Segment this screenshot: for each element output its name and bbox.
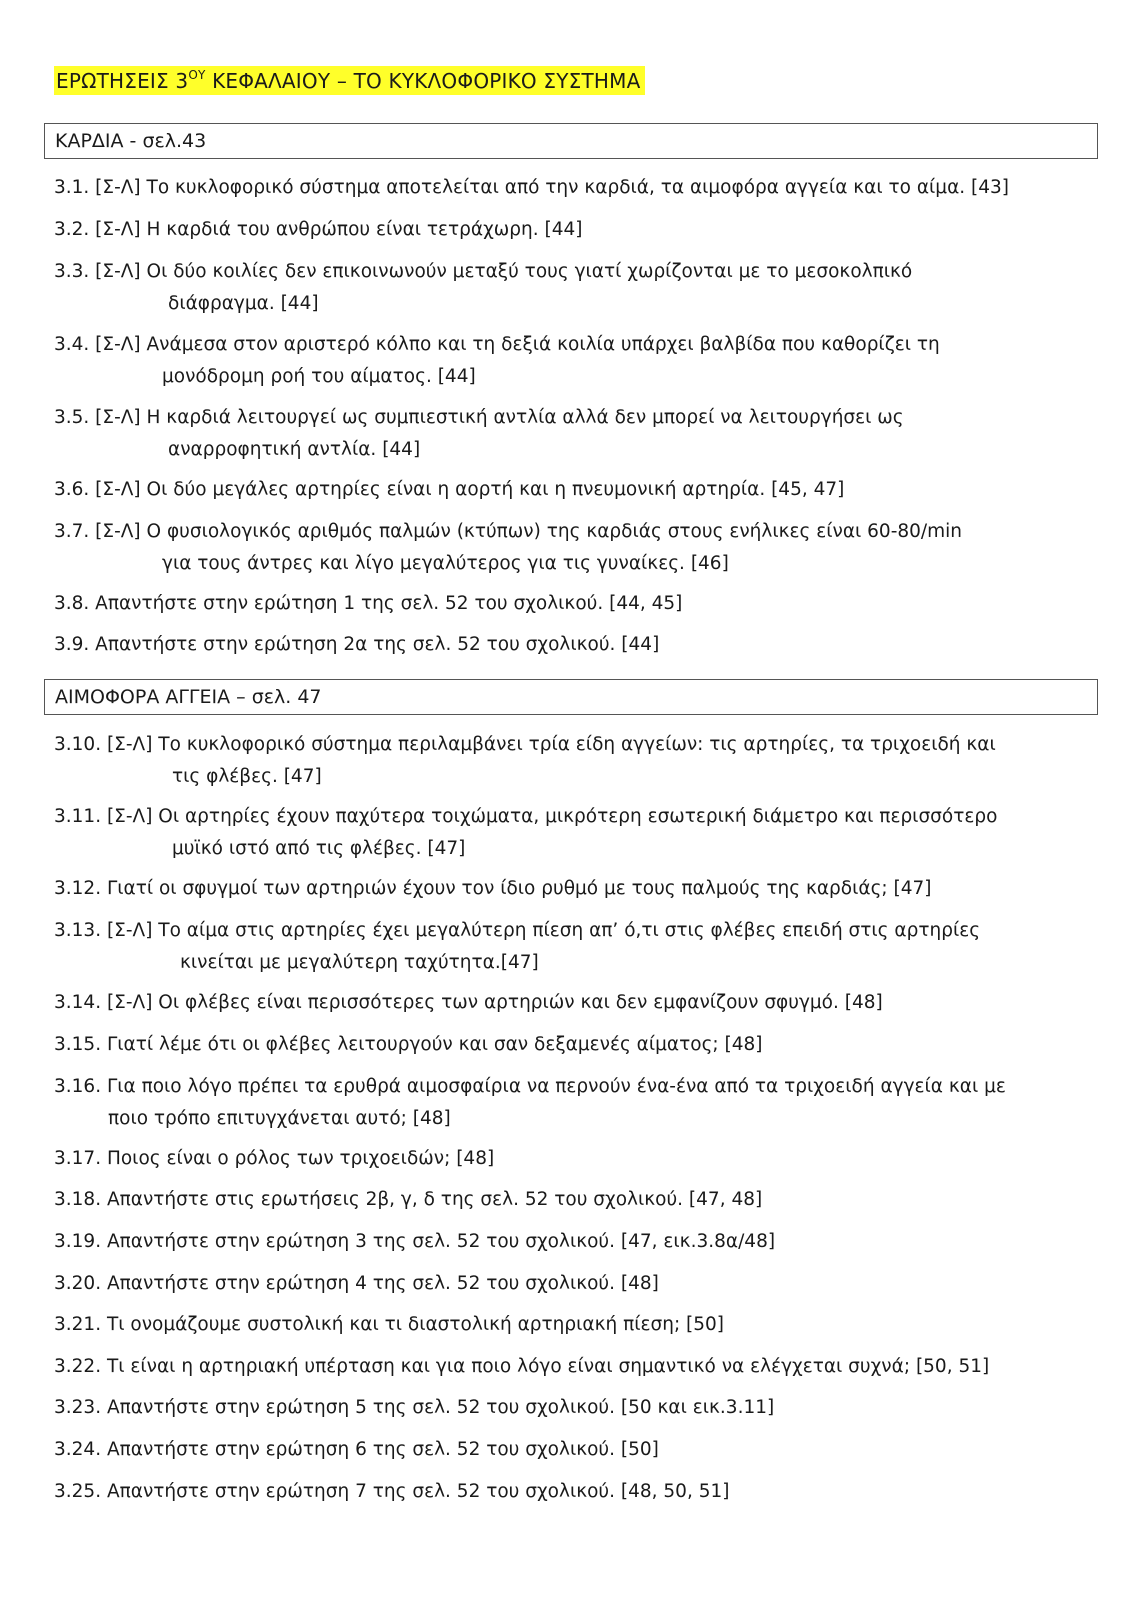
section-heading-text: ΑΙΜΟΦΟΡΑ ΑΓΓΕΙΑ – σελ. 47 — [55, 686, 322, 708]
question-text: 3.17. Ποιος είναι ο ρόλος των τριχοειδών; [48] — [54, 1148, 495, 1169]
question-text: 3.1. [Σ-Λ] Το κυκλοφορικό σύστημα αποτελείται από την καρδιά, τα αιμοφόρα αγγεία και το αίμα. [43] — [54, 177, 1009, 198]
question-text: 3.3. [Σ-Λ] Οι δύο κοιλίες δεν επικοινωνούν μεταξύ τους γιατί χωρίζονται με το μεσοκολπικό — [54, 261, 913, 282]
question-item — [54, 1071, 1091, 1135]
question-item — [54, 1392, 1091, 1424]
question-text-continuation: αναρροφητική αντλία. [44] — [168, 439, 421, 460]
question-item — [54, 1268, 1091, 1300]
question-text: 3.22. Τι είναι η αρτηριακή υπέρταση και για ποιο λόγο είναι σημαντικό να ελέγχεται συχνά; [50, 51] — [54, 1356, 990, 1377]
title-prefix: ΕΡΩΤΗΣΕΙΣ 3 — [56, 69, 189, 93]
question-text: 3.23. Απαντήστε στην ερώτηση 5 της σελ. 52 του σχολικού. [50 και εικ.3.11] — [54, 1397, 775, 1418]
question-item — [54, 1143, 1091, 1175]
question-item — [54, 801, 1091, 865]
question-text: 3.21. Τι ονομάζουμε συστολική και τι διαστολική αρτηριακή πίεση; [50] — [54, 1314, 725, 1335]
question-item — [54, 172, 1091, 204]
question-item — [54, 1029, 1091, 1061]
question-text: 3.25. Απαντήστε στην ερώτηση 7 της σελ. 52 του σχολικού. [48, 50, 51] — [54, 1481, 730, 1502]
question-text: 3.19. Απαντήστε στην ερώτηση 3 της σελ. 52 του σχολικού. [47, εικ.3.8α/48] — [54, 1231, 776, 1252]
question-text-continuation: τις φλέβες. [47] — [172, 766, 322, 787]
question-text-continuation: μυϊκό ιστό από τις φλέβες. [47] — [172, 838, 466, 859]
section-heading-blood-vessels — [44, 679, 1098, 715]
question-text: 3.4. [Σ-Λ] Ανάμεσα στον αριστερό κόλπο και τη δεξιά κοιλία υπάρχει βαλβίδα που καθορίζει τη — [54, 334, 940, 355]
question-text: 3.2. [Σ-Λ] Η καρδιά του ανθρώπου είναι τετράχωρη. [44] — [54, 219, 583, 240]
question-item — [54, 1351, 1091, 1383]
question-text: 3.5. [Σ-Λ] Η καρδιά λειτουργεί ως συμπιεστική αντλία αλλά δεν μπορεί να λειτουργήσει ως — [54, 407, 904, 428]
highlighted-title — [54, 66, 645, 95]
question-text: 3.12. Γιατί οι σφυγμοί των αρτηριών έχουν τον ίδιο ρυθμό με τους παλμούς της καρδιάς; [47] — [54, 878, 932, 899]
question-item — [54, 1434, 1091, 1466]
question-item — [54, 214, 1091, 246]
question-item — [54, 729, 1091, 793]
title-suffix: ΚΕΦΑΛΑΙΟΥ – ΤΟ ΚΥΚΛΟΦΟΡΙΚΟ ΣΥΣΤΗΜΑ — [205, 69, 641, 93]
title-superscript: ΟΥ — [188, 68, 206, 82]
question-item — [54, 915, 1091, 979]
question-item — [54, 474, 1091, 506]
question-text-continuation: κινείται με μεγαλύτερη ταχύτητα.[47] — [180, 952, 539, 973]
question-item — [54, 516, 1091, 580]
question-item — [54, 629, 1091, 661]
question-text: 3.8. Απαντήστε στην ερώτηση 1 της σελ. 52 του σχολικού. [44, 45] — [54, 593, 683, 614]
question-text-continuation: μονόδρομη ροή του αίματος. [44] — [162, 366, 476, 387]
document-title — [54, 66, 645, 95]
question-item — [54, 256, 1091, 320]
question-text: 3.15. Γιατί λέμε ότι οι φλέβες λειτουργούν και σαν δεξαμενές αίματος; [48] — [54, 1034, 763, 1055]
question-item — [54, 1184, 1091, 1216]
question-item — [54, 402, 1091, 466]
question-text: 3.11. [Σ-Λ] Οι αρτηρίες έχουν παχύτερα τοιχώματα, μικρότερη εσωτερική διάμετρο και περισσότερο — [54, 806, 998, 827]
question-item — [54, 329, 1091, 393]
question-text: 3.7. [Σ-Λ] Ο φυσιολογικός αριθμός παλμών (κτύπων) της καρδιάς στους ενήλικες είναι 60-80/min — [54, 521, 963, 542]
question-text: 3.13. [Σ-Λ] Το αίμα στις αρτηρίες έχει μεγαλύτερη πίεση απ’ ό,τι στις φλέβες επειδή στις αρτηρίες — [54, 920, 981, 941]
question-item — [54, 1226, 1091, 1258]
question-text: 3.6. [Σ-Λ] Οι δύο μεγάλες αρτηρίες είναι η αορτή και η πνευμονική αρτηρία. [45, 47] — [54, 479, 845, 500]
question-item — [54, 1476, 1091, 1508]
question-text: 3.16. Για ποιο λόγο πρέπει τα ερυθρά αιμοσφαίρια να περνούν ένα-ένα από τα τριχοειδή αγγεία και με — [54, 1076, 1006, 1097]
question-item — [54, 1309, 1091, 1341]
question-text: 3.20. Απαντήστε στην ερώτηση 4 της σελ. 52 του σχολικού. [48] — [54, 1273, 659, 1294]
section-heading-text: ΚΑΡΔΙΑ - σελ.43 — [55, 130, 207, 152]
question-text: 3.9. Απαντήστε στην ερώτηση 2α της σελ. 52 του σχολικού. [44] — [54, 634, 660, 655]
question-text-continuation: διάφραγμα. [44] — [168, 293, 319, 314]
section-heading-heart — [44, 123, 1098, 159]
question-text: 3.24. Απαντήστε στην ερώτηση 6 της σελ. 52 του σχολικού. [50] — [54, 1439, 659, 1460]
question-text: 3.18. Απαντήστε στις ερωτήσεις 2β, γ, δ της σελ. 52 του σχολικού. [47, 48] — [54, 1189, 763, 1210]
question-text-continuation: ποιο τρόπο επιτυγχάνεται αυτό; [48] — [108, 1108, 451, 1129]
question-text: 3.10. [Σ-Λ] Το κυκλοφορικό σύστημα περιλαμβάνει τρία είδη αγγείων: τις αρτηρίες, τα τριχοειδή και — [54, 734, 996, 755]
question-item — [54, 987, 1091, 1019]
question-item — [54, 873, 1091, 905]
question-text-continuation: για τους άντρες και λίγο μεγαλύτερος για τις γυναίκες. [46] — [162, 553, 729, 574]
question-text: 3.14. [Σ-Λ] Οι φλέβες είναι περισσότερες των αρτηριών και δεν εμφανίζουν σφυγμό. [48] — [54, 992, 883, 1013]
question-item — [54, 588, 1091, 620]
